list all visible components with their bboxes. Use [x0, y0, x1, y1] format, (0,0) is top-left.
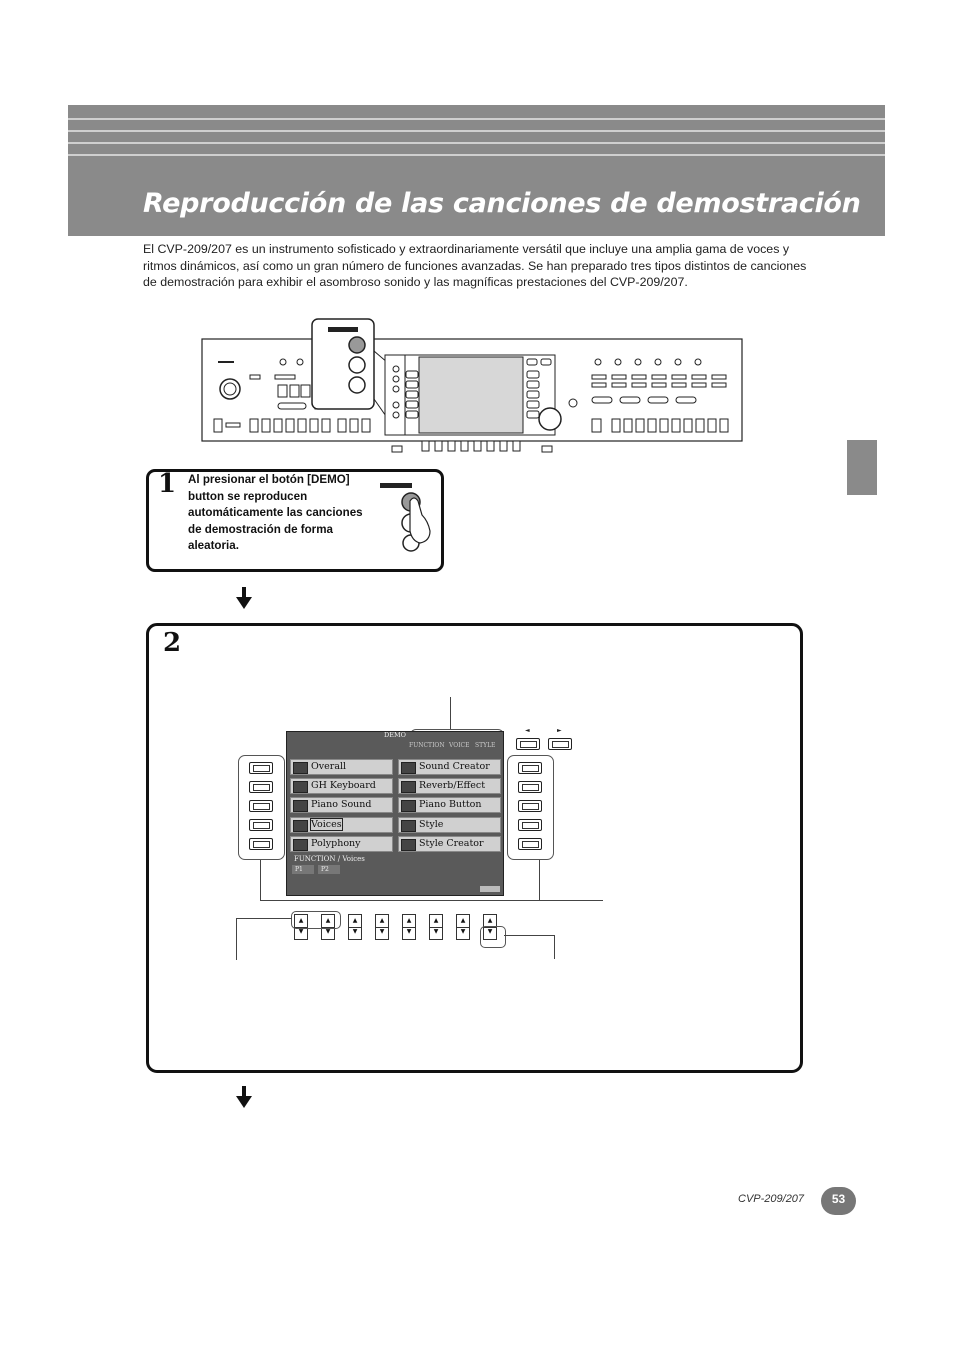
lcd-item-piano-button[interactable]: Piano Button: [398, 797, 501, 813]
lcd-item-overall[interactable]: Overall: [290, 759, 393, 775]
lcd-item-reverb-effect[interactable]: Reverb/Effect: [398, 778, 501, 794]
lcd-breadcrumb: FUNCTION / Voices: [294, 855, 365, 863]
tab-right-button[interactable]: [548, 738, 572, 750]
updown-button-6[interactable]: ▲ ▼: [429, 914, 443, 940]
callout-line: [450, 697, 451, 730]
lcd-tab-voice[interactable]: VOICE: [449, 742, 470, 749]
updown-button-2[interactable]: ▲ ▼: [321, 914, 335, 940]
updown-button-8[interactable]: ▲ ▼: [483, 914, 497, 940]
lcd-item-voices[interactable]: Voices: [290, 817, 393, 833]
step-2-number: 2: [163, 628, 182, 658]
callout-line-left-v: [236, 918, 237, 960]
lcd-item-gh-keyboard[interactable]: GH Keyboard: [290, 778, 393, 794]
lcd-item-polyphony[interactable]: Polyphony: [290, 836, 393, 852]
updown-button-1[interactable]: ▲ ▼: [294, 914, 308, 940]
lcd-tab-style[interactable]: STYLE: [475, 742, 496, 749]
button-a[interactable]: [249, 762, 273, 774]
overall-icon: [293, 762, 308, 774]
step-1-number: 1: [158, 469, 177, 499]
button-i[interactable]: [518, 819, 542, 831]
updown-highlight-left: [291, 911, 341, 929]
instrument-panel-illustration: [200, 315, 745, 457]
lcd-item-sound-creator[interactable]: Sound Creator: [398, 759, 501, 775]
updown-button-4[interactable]: ▲ ▼: [375, 914, 389, 940]
lcd-tab-function[interactable]: FUNCTION: [409, 742, 445, 749]
reverb-icon: [401, 781, 416, 793]
button-h[interactable]: [518, 800, 542, 812]
piano-icon: [293, 800, 308, 812]
lcd-title: DEMO: [384, 731, 406, 739]
lcd-exit-indicator: [480, 886, 500, 892]
piano-button-icon: [401, 800, 416, 812]
style-creator-icon: [401, 839, 416, 851]
style-icon: [401, 820, 416, 832]
callout-line-right-v: [554, 935, 555, 959]
intro-paragraph: El CVP-209/207 es un instrumento sofisticado y extraordinariamente versátil que incluye una amplia gama de voces y ritmos dinámicos, así como un gran número de funciones avanzadas. Se han preparado tres tipos distintos de canciones de demostración para exhibir el asombroso sonido y las magníficas prestaciones del CVP-209/207.: [143, 242, 807, 290]
demo-button-press-illustration: [376, 481, 436, 556]
connector-line-right: [539, 860, 540, 901]
button-j[interactable]: [518, 838, 542, 850]
sound-creator-icon: [401, 762, 416, 774]
tab-left-arrow-icon: ◄: [525, 727, 530, 734]
down-arrow-icon: [234, 1086, 254, 1110]
chapter-side-tab: [847, 440, 877, 495]
button-c[interactable]: [249, 800, 273, 812]
keyboard-icon: [293, 781, 308, 793]
polyphony-icon: [293, 839, 308, 851]
connector-line-bottom: [260, 900, 603, 901]
button-f[interactable]: [518, 762, 542, 774]
updown-button-5[interactable]: ▲ ▼: [402, 914, 416, 940]
button-e[interactable]: [249, 838, 273, 850]
tab-left-button[interactable]: [516, 738, 540, 750]
voices-icon: [293, 820, 308, 832]
button-b[interactable]: [249, 781, 273, 793]
callout-line-right-h: [504, 935, 555, 936]
tab-right-arrow-icon: ►: [557, 727, 562, 734]
lcd-item-style-creator[interactable]: Style Creator: [398, 836, 501, 852]
updown-highlight-right: [480, 926, 506, 948]
button-d[interactable]: [249, 819, 273, 831]
connector-line-left: [260, 860, 261, 901]
down-arrow-icon: [234, 587, 254, 611]
lcd-page-p2[interactable]: P2: [318, 865, 340, 874]
page-number: 53: [831, 1192, 846, 1206]
button-g[interactable]: [518, 781, 542, 793]
lcd-item-piano-sound[interactable]: Piano Sound: [290, 797, 393, 813]
updown-button-7[interactable]: ▲ ▼: [456, 914, 470, 940]
updown-button-3[interactable]: ▲ ▼: [348, 914, 362, 940]
callout-line-left-h: [236, 918, 292, 919]
lcd-item-style[interactable]: Style: [398, 817, 501, 833]
lcd-page-p1[interactable]: P1: [292, 865, 314, 874]
page-title: Reproducción de las canciones de demostración: [143, 188, 861, 219]
step-1-text: Al presionar el botón [DEMO] button se reproducen automáticamente las canciones de demostración de forma aleatoria.: [188, 473, 363, 553]
model-name: CVP-209/207: [738, 1193, 805, 1205]
